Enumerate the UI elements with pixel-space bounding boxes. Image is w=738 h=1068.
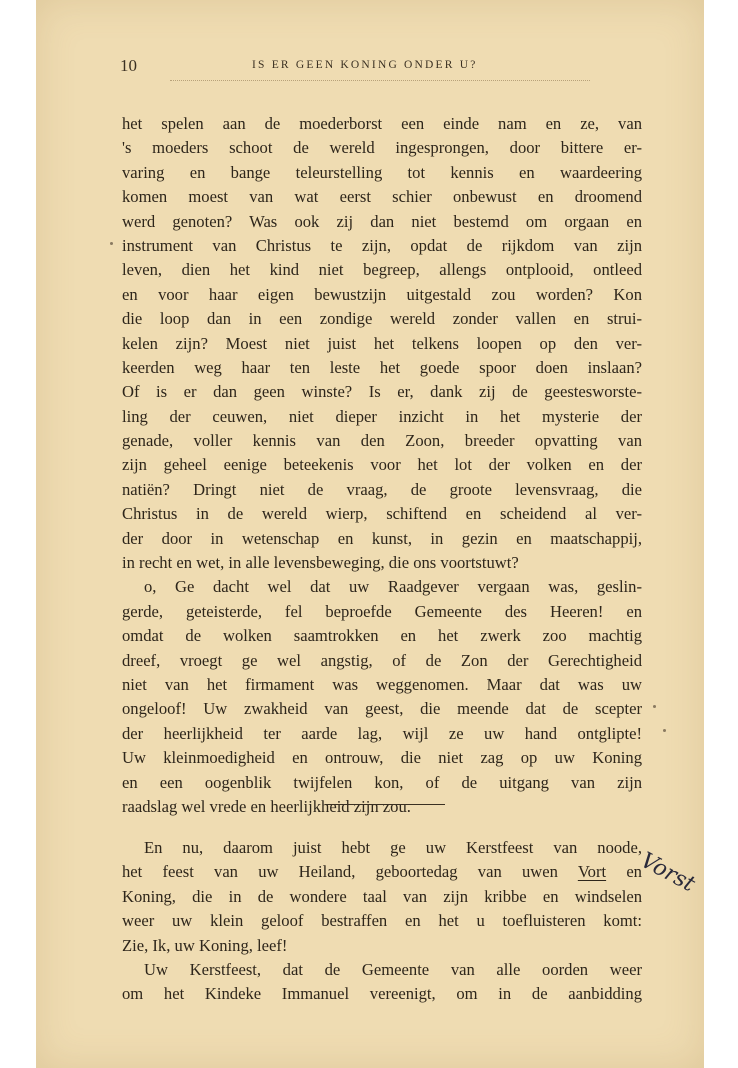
text-line: ling der ceuwen, niet dieper inzicht in het mysterie der xyxy=(122,406,642,426)
text-line: werd genoten? Was ook zij dan niet bestemd om orgaan en xyxy=(122,211,642,231)
text-line: En nu, daarom juist hebt ge uw Kerstfeest van noode, xyxy=(144,838,642,857)
text-line: en een oogenblik twijfelen kon, of de uitgang van zijn xyxy=(122,772,642,792)
text-line: Zie, Ik, uw Koning, leef! xyxy=(122,935,288,955)
text-line: o, Ge dacht wel dat uw Raadgever vergaan was, geslin- xyxy=(144,577,642,597)
margin-dot xyxy=(663,729,666,732)
text-line: Of is er dan geen winste? Is er, dank zij de geestesworste- xyxy=(122,382,642,402)
text-line: Uw Kerstfeest, dat de Gemeente van alle oorden weer xyxy=(144,959,642,979)
text-line: der door in wetenschap en kunst, in gezin en maatschappij, xyxy=(122,528,642,548)
page-number: 10 xyxy=(120,56,137,75)
text-line: varing en bange teleurstelling tot kennis en waardeering xyxy=(122,162,642,182)
text-line: raadslag wel vrede en heerlijkheid zijn zou. xyxy=(122,796,411,816)
paragraph-3 xyxy=(122,836,642,958)
text-line: ongeloof! Uw zwakheid van geest, die meende dat de scepter xyxy=(122,699,642,719)
page-header xyxy=(120,56,643,80)
section-divider xyxy=(325,804,445,805)
text-fragment: het feest van uw Heiland, geboortedag van uwen xyxy=(122,862,578,882)
margin-dot xyxy=(110,242,113,245)
margin-dot xyxy=(653,705,656,708)
text-line: instrument van Christus te zijn, opdat de rijkdom van zijn xyxy=(122,235,642,255)
paragraph-1 xyxy=(122,112,642,575)
text-line: niet van het firmament was weggenomen. Maar dat was uw xyxy=(122,674,642,694)
text-line: genade, voller kennis van den Zoon, breeder opvatting van xyxy=(122,431,642,451)
text-line: dreef, vroegt ge wel angstig, of de Zon der Gerechtigheid xyxy=(122,650,642,670)
header-rule xyxy=(170,80,590,81)
text-line: gerde, geteisterde, fel beproefde Gemeente des Heeren! en xyxy=(122,601,642,621)
text-line: die loop dan in een zondige wereld zonder vallen en strui- xyxy=(122,309,642,329)
running-title: IS ER GEEN KONING ONDER U? xyxy=(252,59,478,71)
text-line: zijn geheel eenige beteekenis voor het lot der volken en der xyxy=(122,455,642,475)
body-text-lower xyxy=(122,836,642,1007)
text-line: Uw kleinmoedigheid en ontrouw, die niet zag op uw Koning xyxy=(122,748,642,768)
text-line xyxy=(122,860,642,884)
paragraph-4 xyxy=(122,958,642,1007)
text-line: natiën? Dringt niet de vraag, de groote levensvraag, die xyxy=(122,479,642,499)
text-line: leven, dien het kind niet begreep, allengs ontplooid, ontleed xyxy=(122,260,642,280)
text-line: om het Kindeke Immanuel vereenigt, om in de aanbidding xyxy=(122,984,642,1004)
text-line: kelen zijn? Moest niet juist het telkens loopen op den ver- xyxy=(122,333,642,353)
text-line: Koning, die in de wondere taal van zijn kribbe en windselen xyxy=(122,886,642,906)
text-line: in recht en wet, in alle levensbeweging, die ons voortstuwt? xyxy=(122,553,519,573)
handwritten-annotation: Vorst xyxy=(636,848,700,898)
text-line: 's moeders schoot de wereld ingesprongen, door bittere er- xyxy=(122,138,642,158)
text-fragment: en xyxy=(606,862,642,882)
body-text-upper xyxy=(122,112,642,819)
text-line: keerden weg haar ten leste het goede spoor doen inslaan? xyxy=(122,357,642,377)
text-line: weer uw klein geloof bestraffen en het u toefluisteren komt: xyxy=(122,911,642,931)
text-line: omdat de wolken saamtrokken en het zwerk zoo machtig xyxy=(122,626,642,646)
text-line: en voor haar eigen bewustzijn uitgestald zou worden? Kon xyxy=(122,284,642,304)
text-line: het spelen aan de moederborst een einde nam en ze, van xyxy=(122,114,642,133)
text-line: Christus in de wereld wierp, schiftend en scheidend al ver- xyxy=(122,504,642,524)
text-line: der heerlijkheid ter aarde lag, wijl ze uw hand ontglipte! xyxy=(122,723,642,743)
underlined-word: Vort xyxy=(577,862,607,882)
paragraph-2 xyxy=(122,575,642,819)
text-line: komen moest van wat eerst schier onbewust en droomend xyxy=(122,187,642,207)
